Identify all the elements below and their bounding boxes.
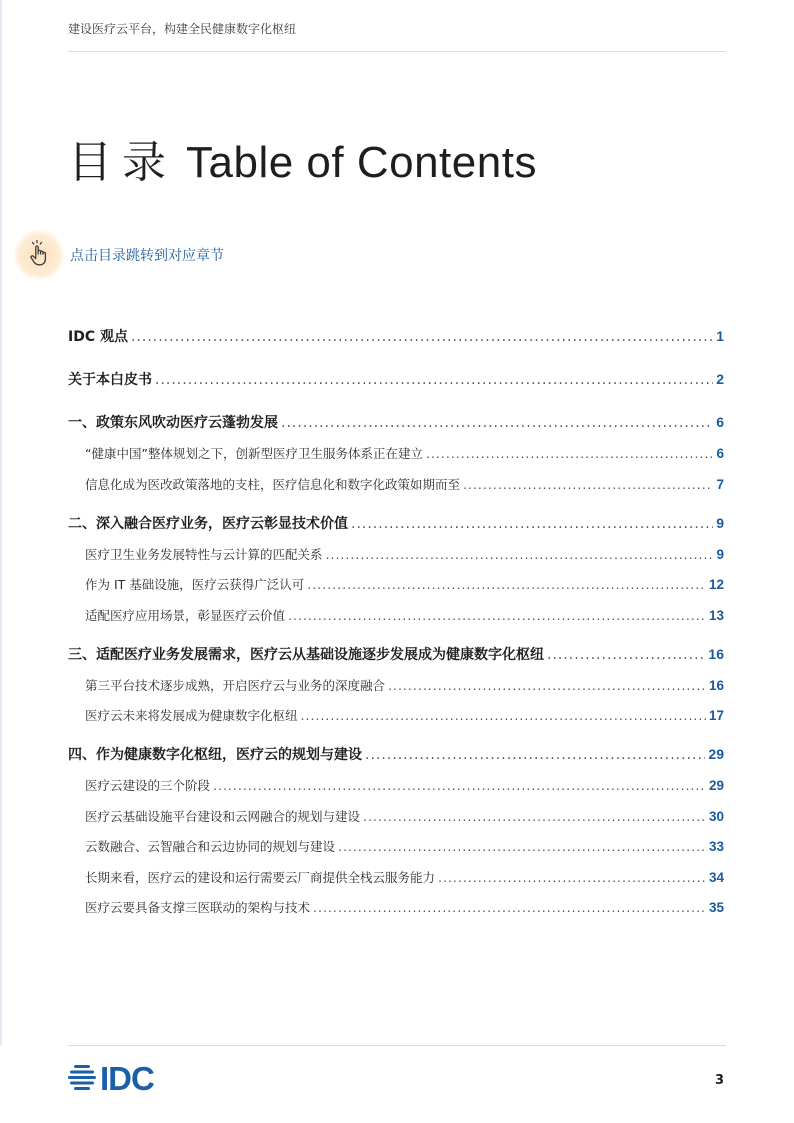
toc-dot-leader [213,778,706,793]
toc-entry-title: 适配医疗应用场景，彰显医疗云价值 [85,607,286,623]
hint-label: 点击目录跳转到对应章节 [70,248,224,264]
toc-chapter-link[interactable] [68,412,724,433]
toc-dot-leader [326,547,714,562]
toc-entry-title: 云数融合、云智融合和云边协同的规划与建设 [85,839,336,854]
toc-page-number: 34 [708,869,724,885]
toc-section-link[interactable] [68,575,724,593]
logo-wordmark: IDC [100,1060,154,1097]
toc-page-number: 7 [716,476,724,492]
toc-entry-title: 医疗云基础设施平台建设和云网融合的规划与建设 [85,808,361,824]
idc-globe-icon [68,1063,96,1095]
toc-entry-title: 关于本白皮书 [68,372,152,388]
toc-chapter-link[interactable] [68,744,724,765]
toc-section-link[interactable] [68,776,724,794]
left-margin-rule [0,0,2,1045]
toc-page-number: 16 [708,645,724,662]
toc-entry-title: 医疗云建设的三个阶段 [85,778,211,793]
toc-dot-leader [281,415,713,431]
toc-page-number: 17 [708,708,724,723]
toc-hint [14,230,224,280]
toc-page-number: 1 [716,328,724,344]
toc-dot-leader [547,647,705,663]
toc-dot-leader [438,870,706,885]
toc-dot-leader [388,678,706,693]
page-title-zh: 目录 [68,138,176,187]
toc-chapter-link[interactable] [68,326,724,347]
toc-dot-leader [463,477,713,492]
toc-page-number: 6 [716,446,724,461]
idc-logo [68,1060,154,1098]
toc-entry-title: 二、深入融合医疗业务，医疗云彰显技术价值 [68,515,348,532]
toc-entry-title: 作为 IT 基础设施，医疗云获得广泛认可 [85,577,305,592]
toc-section-link[interactable] [68,475,724,493]
toc-dot-leader [363,809,706,824]
toc-page-number: 35 [708,900,724,915]
page-title-en: Table of Contents [186,138,537,187]
toc-entry-title: 长期来看，医疗云的建设和运行需要云厂商提供全栈云服务能力 [85,869,436,885]
toc-entry-title: 信息化成为医改政策落地的支柱，医疗信息化和数字化政策如期而至 [85,476,461,492]
toc-page-number: 13 [708,607,724,623]
toc-section-link[interactable] [68,807,724,825]
toc-dot-leader [131,329,713,345]
toc-section-link[interactable] [68,676,724,694]
running-header: 建设医疗云平台，构建全民健康数字化枢纽 [68,22,297,36]
toc-dot-leader [301,708,706,723]
toc-dot-leader [155,372,713,388]
toc-section-link[interactable] [68,606,724,624]
toc-section-link[interactable] [68,706,724,724]
toc-chapter-link[interactable] [68,513,724,534]
footer-divider [68,1045,726,1046]
toc-chapter-link[interactable] [68,644,724,665]
toc-entry-title: “健康中国”整体规划之下，创新型医疗卫生服务体系正在建立 [85,446,423,461]
header-divider [68,51,726,52]
toc-entry-title: 医疗云未来将发展成为健康数字化枢纽 [85,708,298,723]
toc-entry-title: 医疗云要具备支撑三医联动的架构与技术 [85,900,311,915]
toc-page-number: 9 [716,546,724,562]
toc-page-number: 12 [708,577,724,592]
toc-entry-title: 医疗卫生业务发展特性与云计算的匹配关系 [85,546,323,562]
toc-section-link[interactable] [68,444,724,462]
toc-page-number: 33 [708,839,724,854]
toc-entry-title: 四、作为健康数字化枢纽，医疗云的规划与建设 [68,747,362,763]
toc-section-link[interactable] [68,837,724,855]
toc-dot-leader [351,516,713,532]
page-number: 3 [714,1073,724,1088]
hint-icon-badge [14,230,64,280]
toc-chapter-link[interactable] [68,369,724,390]
toc-page-number: 9 [716,514,724,531]
toc-page-number: 29 [708,746,724,762]
toc-page-number: 2 [716,371,724,387]
toc-entry-title: 第三平台技术逐步成熟，开启医疗云与业务的深度融合 [85,677,386,693]
toc-dot-leader [426,446,714,461]
toc-section-link[interactable] [68,545,724,563]
toc-dot-leader [288,608,706,623]
table-of-contents [68,326,724,916]
toc-dot-leader [307,577,706,592]
toc-dot-leader [365,747,705,763]
toc-section-link[interactable] [68,898,724,916]
toc-page-number: 29 [708,778,724,793]
toc-page-number: 6 [716,414,724,430]
toc-entry-title: IDC 观点 [68,329,128,345]
toc-entry-title: 一、政策东风吹动医疗云蓬勃发展 [68,415,278,431]
toc-section-link[interactable] [68,868,724,886]
hand-pointer-icon [27,239,51,271]
page-title [68,126,537,190]
toc-entry-title: 三、适配医疗业务发展需求，医疗云从基础设施逐步发展成为健康数字化枢纽 [68,646,544,663]
toc-dot-leader [338,839,706,854]
toc-page-number: 30 [708,808,724,824]
toc-page-number: 16 [708,677,724,693]
toc-dot-leader [313,900,706,915]
